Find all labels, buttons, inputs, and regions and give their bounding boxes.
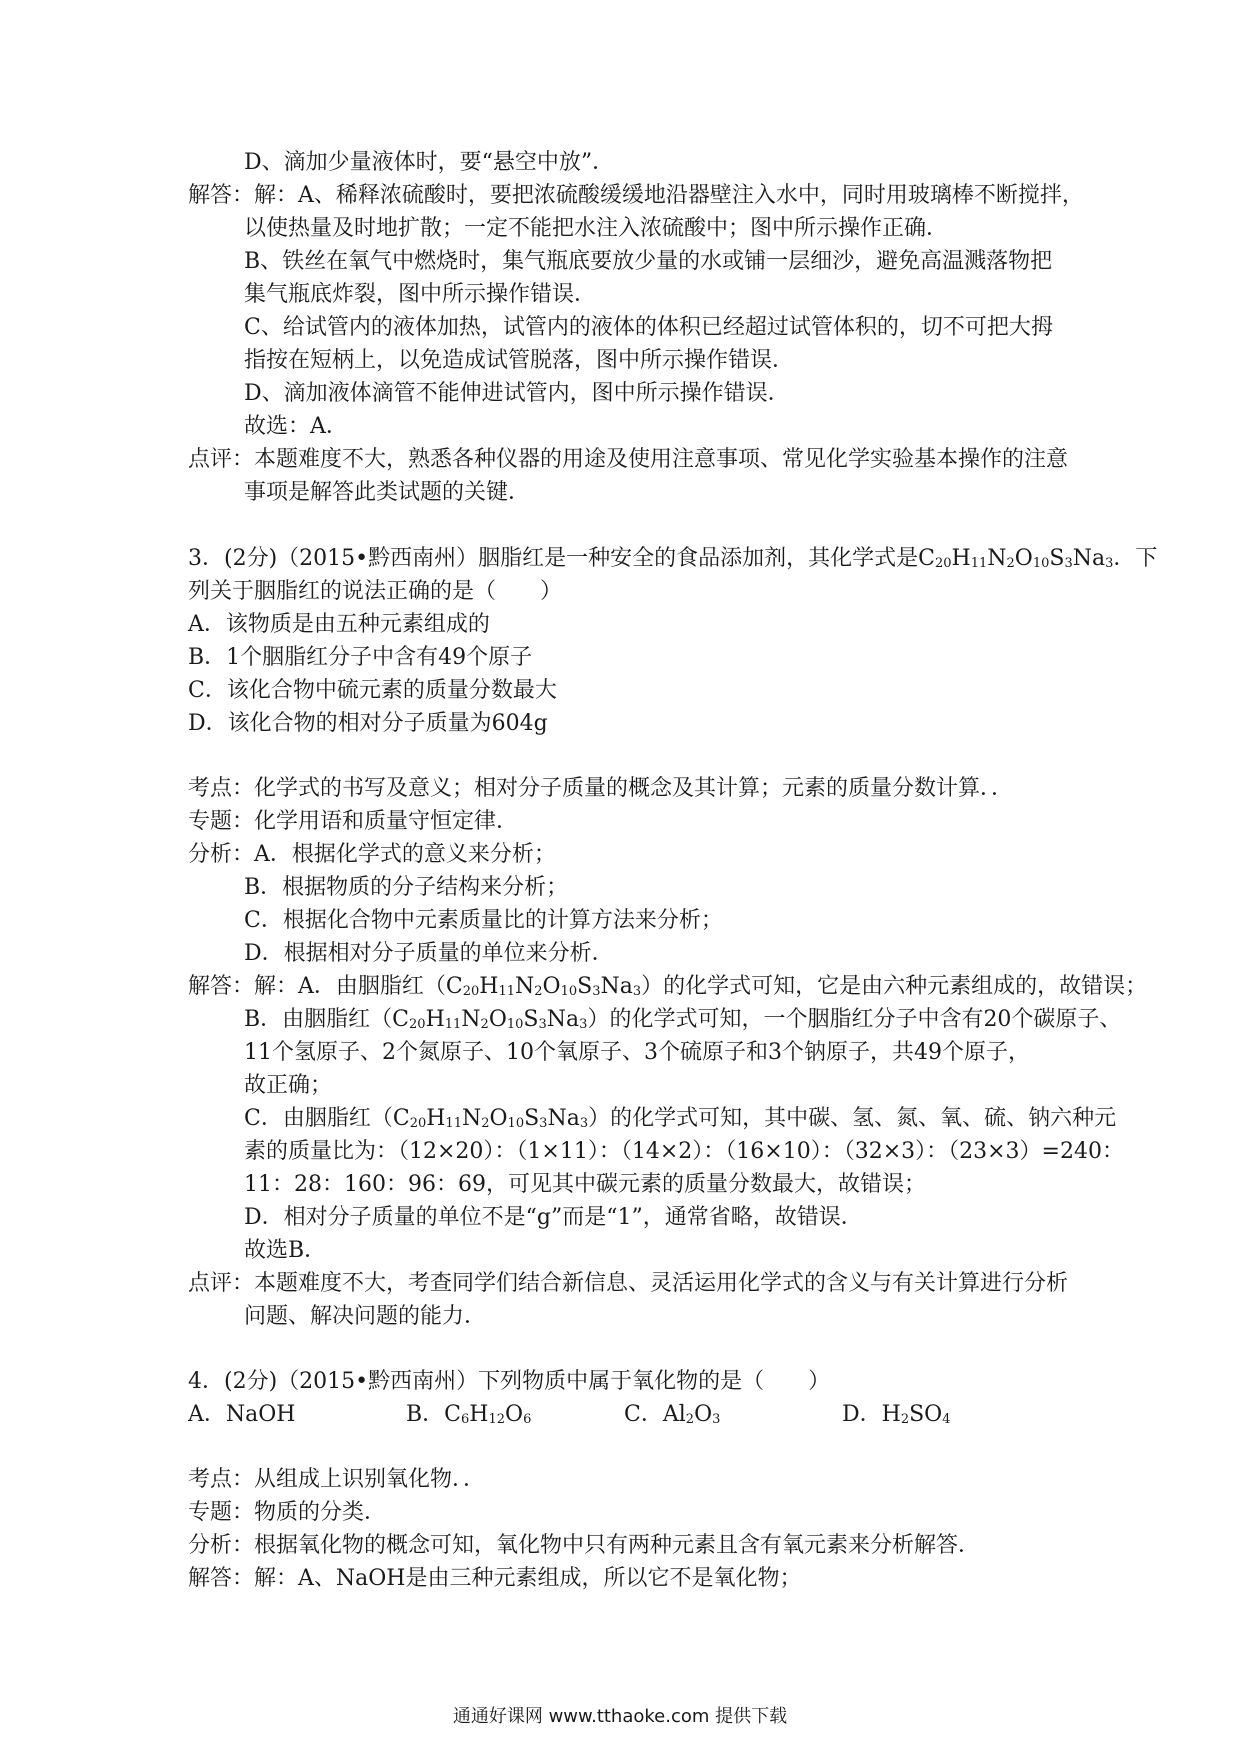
q3-jieda-line-8: D．相对分子质量的单位不是“g”而是“1”，通常省略，故错误． [244, 1205, 863, 1230]
q3-dianping-line-2: 问题、解决问题的能力． [244, 1304, 487, 1329]
q2-comment-line-2: 事项是解答此类试题的关键． [244, 480, 531, 505]
q3-fenxi-line-1: 分析：A．根据化学式的意义来分析； [188, 842, 556, 867]
q2-answer-line-5: C、给试管内的液体加热，试管内的液体的体积已经超过试管体积的，切不可把大拇 [244, 315, 1053, 340]
q4-option-d: D．$H_2SO_4$ [842, 1402, 951, 1427]
q3-jieda-line-5: C．由胭脂红$(C_{20}H_{11}N_2O_{10}S_3Na_3)$的化学式可知，其中碳、氢、氮、氧、硫、钠六种元 [244, 1106, 1117, 1131]
q3-option-a: A．该物质是由五种元素组成的 [188, 612, 490, 637]
q4-kaodian: 考点：从组成上识别氧化物．． [188, 1467, 486, 1492]
q3-formula: $C_{20}H_{11}N_2O_{10}S_3Na_3$ [392, 1007, 588, 1032]
q4-fenxi: 分析：根据氧化物的概念可知，氧化物中只有两种元素且含有氧元素来分析解答． [188, 1533, 981, 1558]
q3-option-c: C．该化合物中硫元素的质量分数最大 [188, 678, 557, 703]
q4-option-b: B．$C_6H_{12}O_6$ [406, 1402, 532, 1427]
q3-stem-line-1: 3．(2分)（2015•黔西南州）胭脂红是一种安全的食品添加剂，其化学式是$C_{20}H_{11}N_2O_{10}S_3Na_3$．下 [188, 546, 1158, 571]
q3-option-b: B．1个胭脂红分子中含有49个原子 [188, 645, 533, 670]
q3-fenxi-line-2: B．根据物质的分子结构来分析； [244, 875, 569, 900]
q2-answer-line-6: 指按在短柄上，以免造成试管脱落，图中所示操作错误． [244, 348, 795, 373]
q4-option-c: C．$Al_2O_3$ [624, 1402, 721, 1427]
q3-jieda-line-1: 解答：解：A．由胭脂红$(C_{20}H_{11}N_2O_{10}S_3Na_3)$的化学式可知，它是由六种元素组成的，故错误； [188, 974, 1148, 999]
q3-jieda-line-2: B．由胭脂红$(C_{20}H_{11}N_2O_{10}S_3Na_3)$的化学式可知，一个胭脂红分子中含有20个碳原子、 [244, 1007, 1122, 1032]
q3-formula: $C_{20}H_{11}N_2O_{10}S_3Na_3$ [392, 1106, 589, 1131]
q3-zhuanti: 专题：化学用语和质量守恒定律． [188, 809, 519, 834]
q3-kaodian: 考点：化学式的书写及意义；相对分子质量的概念及其计算；元素的质量分数计算．． [188, 776, 1014, 801]
q4-stem: 4．(2分)（2015•黔西南州）下列物质中属于氧化物的是（ ） [188, 1369, 831, 1394]
q3-jieda-line-4: 故正确； [244, 1073, 333, 1098]
q3-fenxi-line-3: C．根据化合物中元素质量比的计算方法来分析； [244, 908, 723, 933]
q3-jieda-line-6: 素的质量比为：（12×20）：（1×11）：（14×2）：（16×10）：（32×3）：（23×3）=240： [244, 1139, 1124, 1164]
q3-jieda-line-3: 11个氢原子、2个氮原子、10个氧原子、3个硫原子和3个钠原子，共49个原子， [244, 1040, 1030, 1065]
q4-option-a: A．NaOH [188, 1402, 296, 1427]
q3-option-d: D．该化合物的相对分子质量为604g [188, 711, 548, 736]
q3-formula: $C_{20}H_{11}N_2O_{10}S_3Na_3$ [445, 974, 642, 999]
q2-option-d: D、滴加少量液体时，要“悬空中放”． [244, 150, 615, 175]
q4-zhuanti: 专题：物质的分类． [188, 1500, 387, 1525]
q3-jieda-line-9: 故选B． [244, 1238, 327, 1263]
q2-answer-line-1: 解答：解：A、稀释浓硫酸时，要把浓硫酸缓缓地沿器壁注入水中，同时用玻璃棒不断搅拌， [188, 183, 1084, 208]
q3-jieda-line-7: 11：28：160：96：69，可见其中碳元素的质量分数最大，故错误； [244, 1172, 926, 1197]
footer-watermark: 通通好课网 www.tthaoke.com 提供下载 [452, 1706, 788, 1727]
q4-jieda-line-1: 解答：解：A、NaOH是由三种元素组成，所以它不是氧化物； [188, 1566, 802, 1591]
q2-answer-line-8: 故选：A． [244, 414, 348, 439]
q2-answer-line-7: D、滴加液体滴管不能伸进试管内，图中所示操作错误． [244, 381, 790, 406]
q2-comment-line-1: 点评：本题难度不大，熟悉各种仪器的用途及使用注意事项、常见化学实验基本操作的注意 [188, 447, 1069, 472]
q3-formula: $C_{20}H_{11}N_2O_{10}S_3Na_3$ [918, 546, 1114, 571]
q2-answer-line-3: B、铁丝在氧气中燃烧时，集气瓶底要放少量的水或铺一层细沙，避免高温溅落物把 [244, 249, 1053, 274]
q3-dianping-line-1: 点评：本题难度不大，考查同学们结合新信息、灵活运用化学式的含义与有关计算进行分析 [188, 1271, 1069, 1296]
q2-answer-line-4: 集气瓶底炸裂，图中所示操作错误． [244, 282, 597, 307]
q3-stem-line-2: 列关于胭脂红的说法正确的是（ ） [188, 579, 563, 604]
q3-fenxi-line-4: D．根据相对分子质量的单位来分析． [244, 941, 614, 966]
q2-answer-line-2: 以使热量及时地扩散；一定不能把水注入浓硫酸中；图中所示操作正确． [244, 216, 949, 241]
